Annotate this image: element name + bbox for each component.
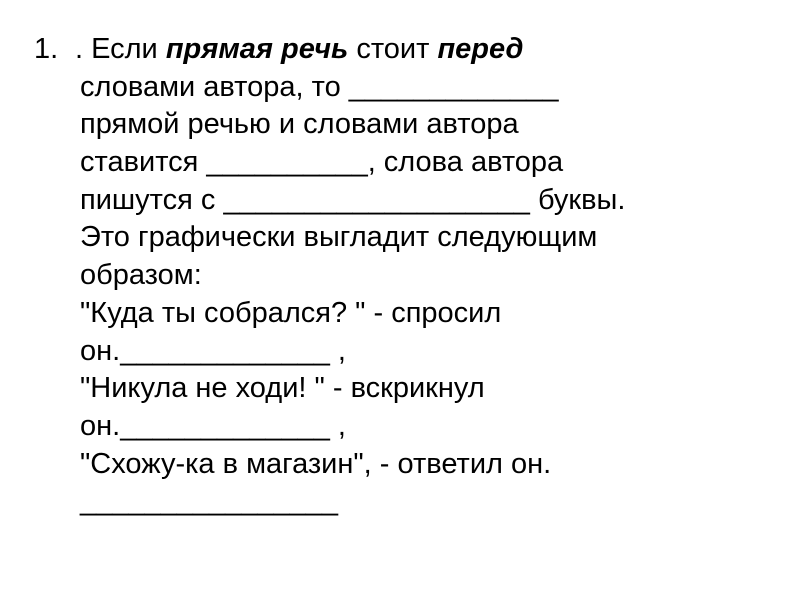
example-line-3-blank: ________________ (80, 485, 339, 518)
list-item-text (75, 31, 780, 521)
example-line-2: "Никула не ходи! " - вскрикнул (80, 372, 485, 405)
text-line-6: Это графически выгладит следующим (80, 221, 598, 254)
text-line-2: словами автора, то _____________ (80, 70, 559, 103)
example-line-1: "Куда ты собрался? " - спросил (80, 296, 502, 329)
text-line-3: прямой речью и словами автора (80, 108, 519, 141)
text-fragment: . Если (75, 33, 166, 65)
text-line-5: пишутся с ___________________ буквы. (80, 183, 626, 216)
text-line-1 (75, 31, 780, 69)
text-line-4: ставится __________, слова автора (80, 146, 564, 179)
example-line-1-blank: он._____________ , (80, 334, 346, 367)
example-line-2-blank: он._____________ , (80, 409, 346, 442)
emphasis-before: перед (437, 33, 524, 65)
list-item-number: 1. (34, 33, 59, 65)
example-line-3: "Схожу-ка в магазин", - ответил он. (80, 447, 552, 480)
emphasis-direct-speech: прямая речь (165, 33, 349, 65)
text-line-7: образом: (80, 259, 202, 292)
text-fragment: стоит (348, 33, 438, 65)
